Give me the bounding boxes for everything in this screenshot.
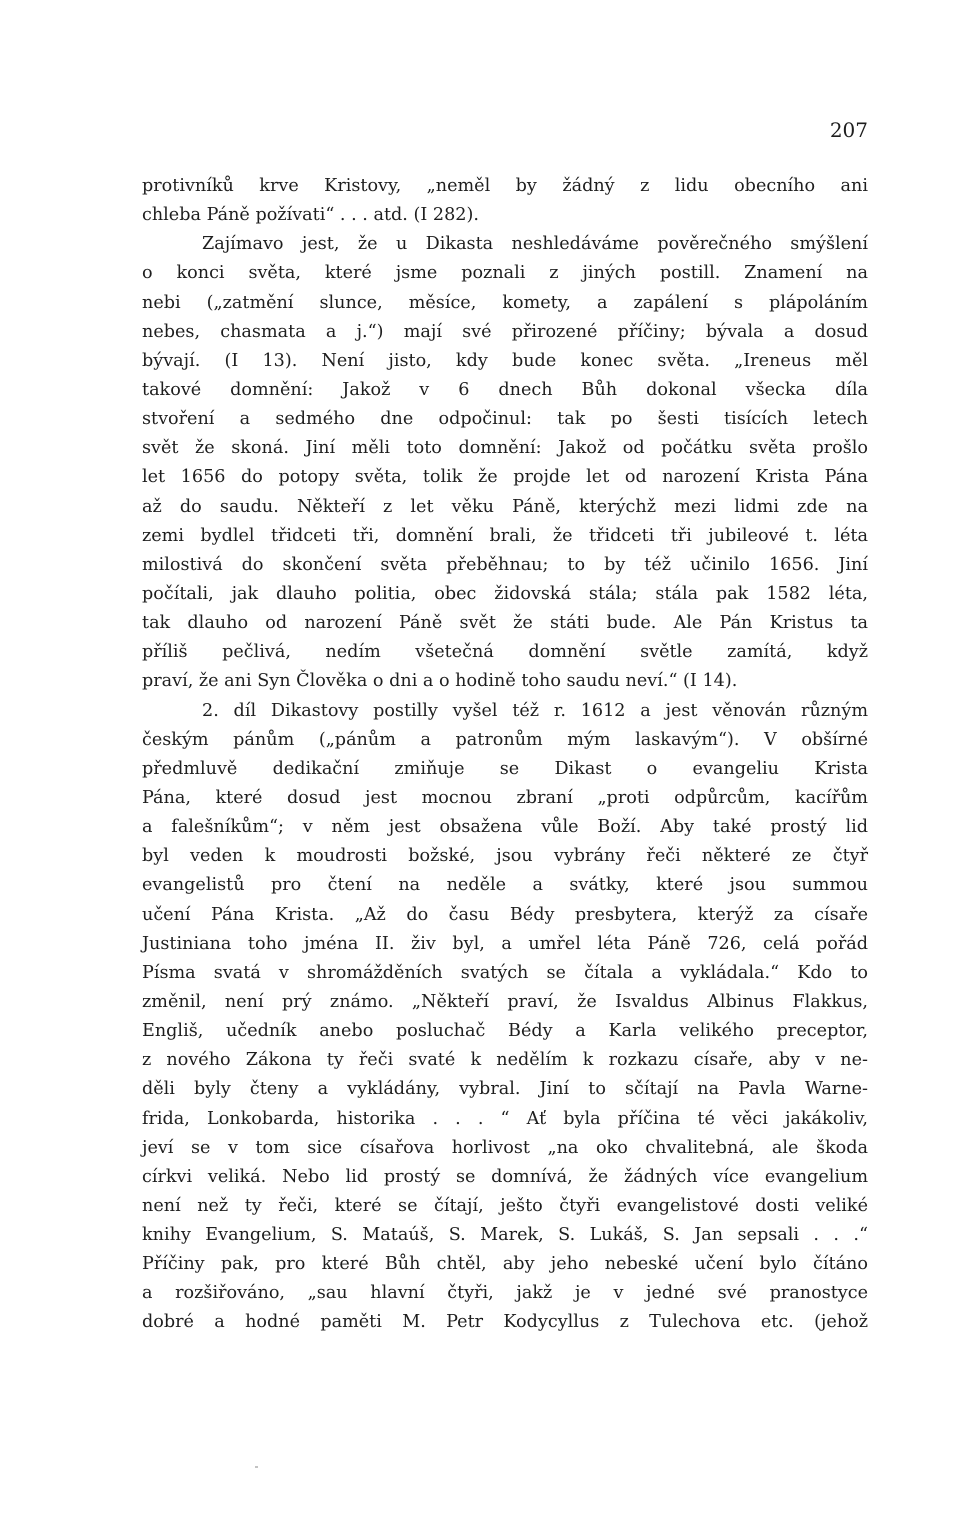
text-line: evangelistů pro čtení na neděle a svátky, které jsou summou — [142, 875, 868, 896]
text-line: tak dlauho od narození Páně svět že státi bude. Ale Pán Kristus ta — [142, 613, 868, 634]
text-line: zemi bydlel třidceti tři, domnění brali, že třidceti tři jubileové t. léta — [142, 525, 868, 546]
text-line: a rozšiřováno, „sau hlavní čtyři, jakž je v jedné své pranostyce — [142, 1283, 868, 1304]
text-line: chleba Páně požívati“ . . . atd. (I 282). — [142, 205, 479, 226]
text-line: Zajímavo jest, že u Dikasta neshledáváme pověrečného smýšlení — [202, 234, 868, 255]
text-line: stvoření a sedmého dne odpočinul: tak po šesti tisících letech — [142, 409, 868, 430]
text-line: předmluvě dedikační zmiňuje se Dikast o evangeliu Krista — [142, 758, 868, 779]
text-line: svět že skoná. Jiní měli toto domnění: Jakož od počátku světa prošlo — [142, 438, 868, 459]
scan-speck — [255, 1466, 258, 1468]
text-line: není než ty řeči, které se čítají, ješto čtyři evangelistové dosti veliké — [142, 1195, 868, 1216]
text-line: až do saudu. Někteří z let věku Páně, kterýchž mezi lidmi zde na — [142, 496, 868, 517]
text-line: 2. díl Dikastovy postilly vyšel též r. 1612 a jest věnován různým — [202, 700, 868, 721]
text-line: Engliš, učedník anebo posluchač Bédy a Karla velikého preceptor, — [142, 1021, 868, 1042]
text-line: takové domnění: Jakož v 6 dnech Bůh dokonal všecka díla — [142, 379, 868, 400]
text-line: protivníků krve Kristovy, „neměl by žádný z lidu obecního ani — [142, 176, 868, 196]
text-line: z nového Zákona ty řeči svaté k nedělím k rozkazu císaře, aby v ne- — [142, 1050, 868, 1071]
text-line: milostivá do skončení světa přeběhnau; to by též učinilo 1656. Jiní — [142, 554, 868, 575]
text-line: frida, Lonkobarda, historika . . . “ Ať byla příčina té věci jakákoliv, — [142, 1108, 868, 1129]
text-line: bývají. (I 13). Není jisto, kdy bude konec světa. „Ireneus měl — [142, 350, 868, 371]
text-line: dobré a hodné paměti M. Petr Kodycyllus z Tulechova etc. (jehož — [142, 1312, 868, 1333]
text-line: děli byly čteny a vykládány, vybral. Jiní to sčítají na Pavla Warne- — [142, 1079, 868, 1100]
text-line: nebes, chasmata a j.“) mají své přirozené příčiny; bývala a dosud — [142, 321, 868, 342]
body-text — [142, 172, 868, 1338]
text-line: Písma svatá v shromážděních svatých se čítala a vykládala.“ Kdo to — [142, 962, 868, 983]
text-line: nebi („zatmění slunce, měsíce, komety, a zapálení s plápoláním — [142, 292, 868, 313]
text-line: byl veden k moudrosti božské, jsou vybrány řeči některé ze čtyř — [142, 846, 868, 867]
text-line: příliš pečlivá, nedím všetečná domnění světle zamítá, když — [142, 642, 868, 663]
text-line: českým pánům („pánům a patronům mým laskavým“). V obšírné — [142, 729, 868, 750]
text-line: církvi veliká. Nebo lid prostý se domnívá, že žádných více evangelium — [142, 1166, 868, 1187]
text-line: Pána, které dosud jest mocnou zbraní „proti odpůrcům, kacířům — [142, 787, 868, 808]
text-line: let 1656 do potopy světa, tolik že projde let od narození Krista Pána — [142, 467, 868, 488]
text-line: knihy Evangelium, S. Mataúš, S. Marek, S. Lukáš, S. Jan sepsali . . .“ — [142, 1225, 868, 1246]
text-line: a falešníkům“; v něm jest obsažena vůle Boží. Aby také prostý lid — [142, 817, 868, 838]
text-line: změnil, není prý známo. „Někteří praví, že Isvaldus Albinus Flakkus, — [142, 991, 868, 1012]
text-line: jeví se v tom sice císařova horlivost „na oko chvalitebná, ale škoda — [142, 1137, 868, 1158]
text-line: počítali, jak dlauho politia, obec židovská stála; stála pak 1582 léta, — [142, 583, 868, 604]
text-line: Příčiny pak, pro které Bůh chtěl, aby jeho nebeské učení bylo čítáno — [142, 1254, 868, 1275]
text-line: Justiniana toho jména II. živ byl, a umřel léta Páně 726, celá pořád — [142, 933, 868, 954]
text-line: praví, že ani Syn Člověka o dni a o hodině toho saudu neví.“ (I 14). — [142, 671, 738, 692]
text-line: učení Pána Krista. „Až do času Bédy presbytera, kterýž za císaře — [142, 904, 868, 925]
page-number: 207 — [829, 118, 868, 142]
text-line: o konci světa, které jsme poznali z jiných postill. Znamení na — [142, 263, 868, 284]
